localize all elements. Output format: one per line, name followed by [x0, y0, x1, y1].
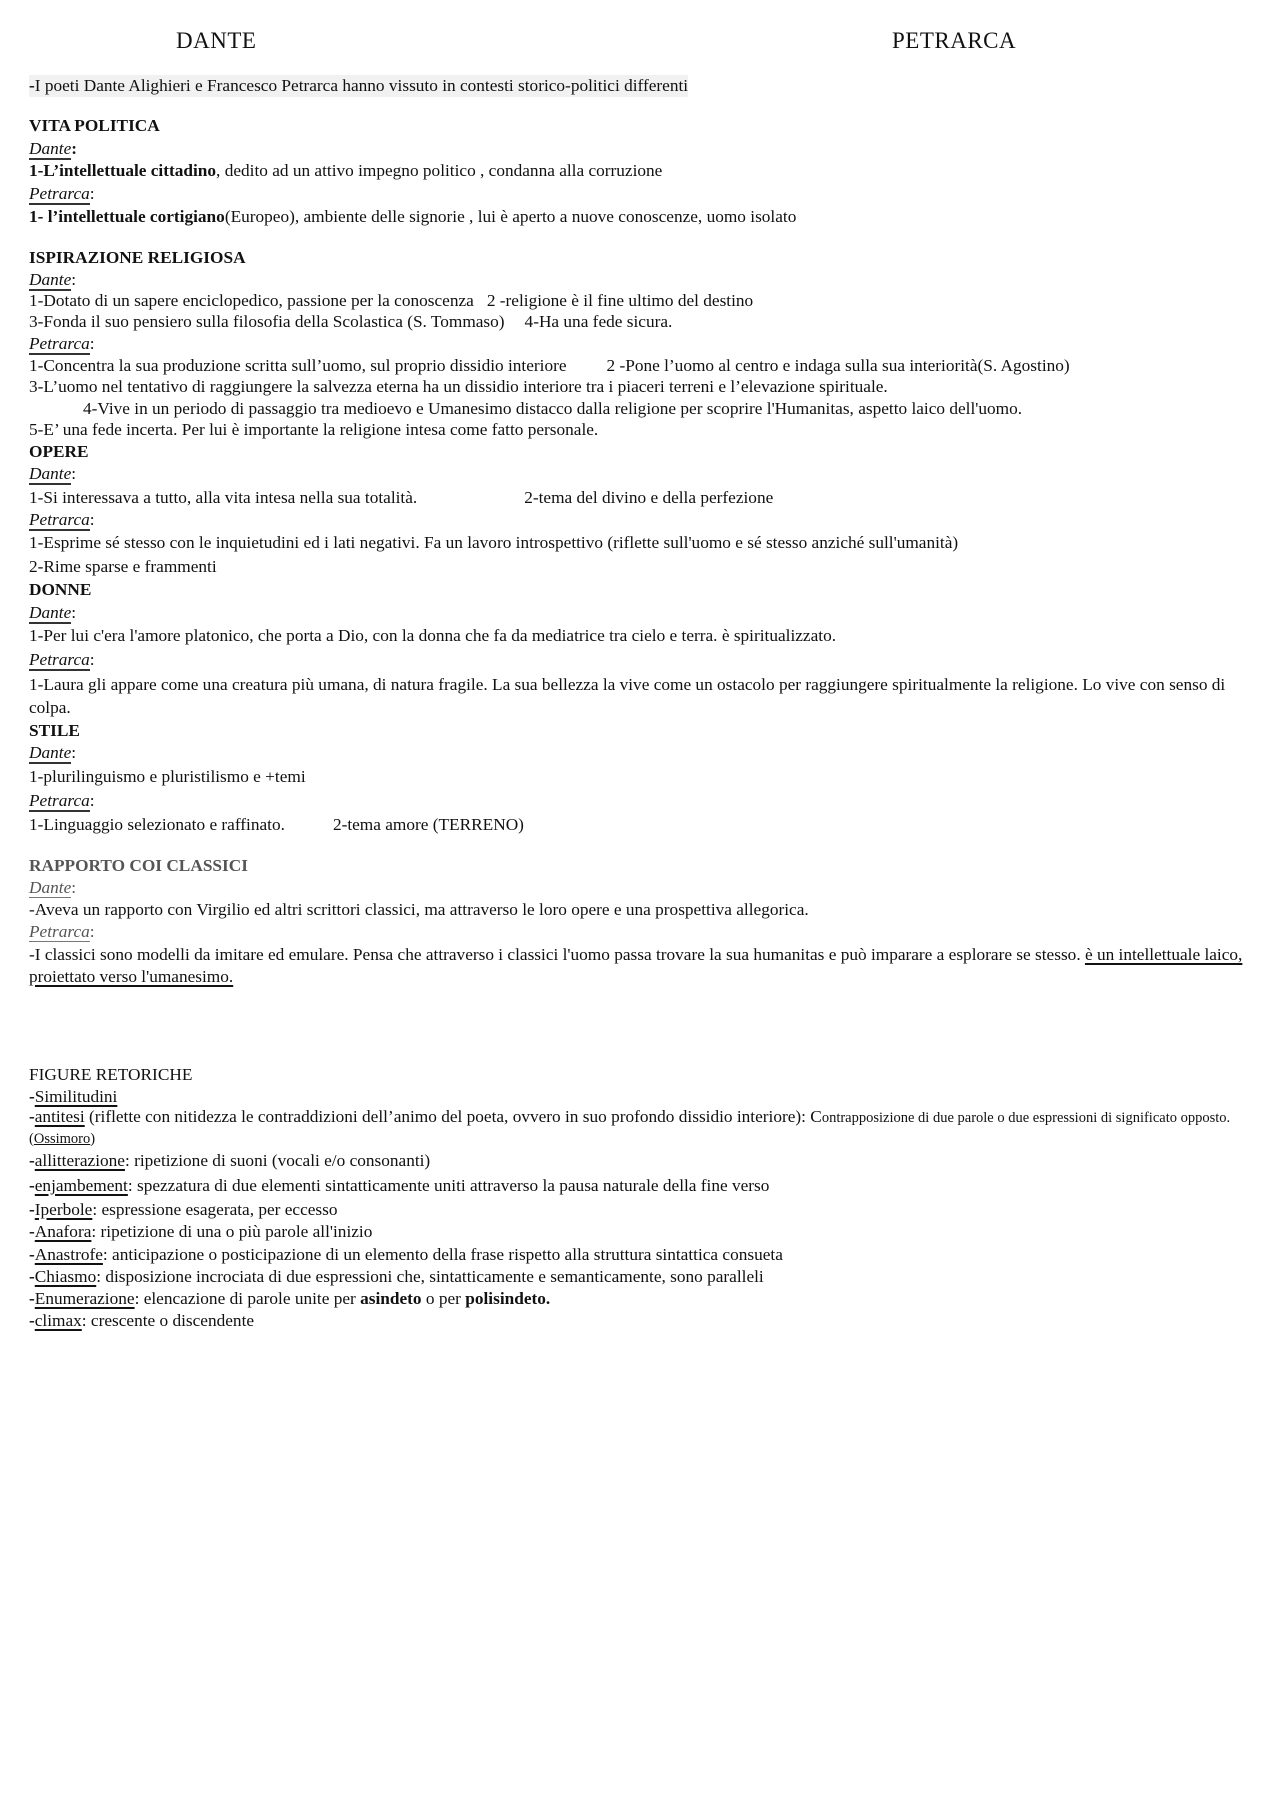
section-title-opere: OPERE: [29, 442, 89, 461]
intro-text: I poeti Dante Alighieri e Francesco Petrarca hanno vissuto in contesti storico-politici differenti: [34, 76, 689, 95]
religione-petrarca-line-3: 4-Vive in un periodo di passaggio tra medioevo e Umanesimo distacco dalla religione per scoprire l'Humanitas, aspetto laico dell'uomo.: [83, 399, 1023, 418]
donne-petrarca-line: 1-Laura gli appare come una creatura più umana, di natura fragile. La sua bellezza la vive come un ostacolo per raggiungere spiritualmente la religione. Lo vive con senso di colpa.: [29, 675, 1226, 717]
label-dante-religione: Dante:: [29, 270, 77, 289]
label-petrarca-donne: Petrarca:: [29, 650, 95, 669]
figure-enumerazione: -Enumerazione: elencazione di parole unite per asindeto o per polisindeto.: [29, 1289, 551, 1308]
classici-petrarca-underlined: è un intellettuale laico, proiettato verso l'umanesimo.: [29, 945, 1243, 986]
religione-petrarca-line-4: 5-E’ una fede incerta. Per lui è importante la religione intesa come fatto personale.: [29, 420, 599, 439]
religione-petrarca-line-2: 3-L’uomo nel tentativo di raggiungere la salvezza eterna ha un dissidio interiore tra i piaceri terreni e l’elevazione spirituale.: [29, 377, 888, 396]
religione-petrarca-line-1: 1-Concentra la sua produzione scritta sull’uomo, sul proprio dissidio interiore 2 -Pone l’uomo al centro e indaga sulla sua interiorità(S. Agostino): [29, 356, 1070, 375]
figure-antitesi: -antitesi (riflette con nitidezza le contraddizioni dell’animo del poeta, ovvero in suo profondo dissidio interiore): Contrapposizione di due parole o due espressioni di significato opposto.(Ossimoro): [29, 1107, 1231, 1147]
section-title-classici: RAPPORTO COI CLASSICI: [29, 856, 248, 875]
label-dante-donne: Dante:: [29, 603, 77, 622]
label-petrarca-classici: Petrarca:: [29, 922, 95, 941]
label-petrarca-opere: Petrarca:: [29, 510, 95, 529]
vita-petrarca-line: 1- l’intellettuale cortigiano(Europeo), ambiente delle signorie , lui è aperto a nuove conoscenze, uomo isolato: [29, 207, 797, 226]
stile-petrarca-line: 1-Linguaggio selezionato e raffinato. 2-tema amore (TERRENO): [29, 815, 524, 834]
opere-dante-line: 1-Si interessava a tutto, alla vita intesa nella sua totalità. 2-tema del divino e della perfezione: [29, 488, 774, 507]
label-petrarca-vita: Petrarca:: [29, 184, 95, 203]
figure-chiasmo: -Chiasmo: disposizione incrociata di due espressioni che, sintatticamente e semanticamente, sono paralleli: [29, 1267, 764, 1286]
label-dante-classici: Dante:: [29, 878, 77, 897]
figure-allitterazione: -allitterazione: ripetizione di suoni (vocali e/o consonanti): [29, 1151, 431, 1170]
religione-dante-line-2: 3-Fonda il suo pensiero sulla filosofia della Scolastica (S. Tommaso) 4-Ha una fede sicura.: [29, 312, 673, 331]
stile-dante-line: 1-plurilinguismo e pluristilismo e +temi: [29, 767, 306, 786]
label-dante-stile: Dante:: [29, 743, 77, 762]
section-title-religione: ISPIRAZIONE RELIGIOSA: [29, 248, 246, 267]
header-dante: DANTE: [176, 28, 257, 53]
figure-similitudini: -Similitudini: [29, 1087, 118, 1106]
classici-petrarca-line: -I classici sono modelli da imitare ed emulare. Pensa che attraverso i classici l'uomo passa trovare la sua humanitas e può imparare a esplorare se stesso. è un intellettuale laico, proiettato verso l'umanesimo.: [29, 945, 1243, 986]
figure-iperbole: -Iperbole: espressione esagerata, per eccesso: [29, 1200, 338, 1219]
classici-dante-line: -Aveva un rapporto con Virgilio ed altri scrittori classici, ma attraverso le loro opere e una prospettiva allegorica.: [29, 900, 809, 919]
intro-line: -I poeti Dante Alighieri e Francesco Petrarca hanno vissuto in contesti storico-politici differenti: [29, 76, 689, 95]
label-dante-opere: Dante:: [29, 464, 77, 483]
figure-anastrofe: -Anastrofe: anticipazione o posticipazione di un elemento della frase rispetto alla struttura sintattica consueta: [29, 1245, 783, 1264]
figure-enjambement: -enjambement: spezzatura di due elementi sintatticamente uniti attraverso la pausa naturale della fine verso: [29, 1176, 770, 1195]
section-title-figure: FIGURE RETORICHE: [29, 1065, 193, 1084]
section-title-donne: DONNE: [29, 580, 92, 599]
religione-dante-line-1: 1-Dotato di un sapere enciclopedico, passione per la conoscenza 2 -religione è il fine ultimo del destino: [29, 291, 754, 310]
opere-petrarca-line-2: 2-Rime sparse e frammenti: [29, 557, 217, 576]
label-petrarca-religione: Petrarca:: [29, 334, 95, 353]
header-petrarca: PETRARCA: [892, 28, 1017, 53]
vita-dante-line: 1-L’intellettuale cittadino, dedito ad un attivo impegno politico , condanna alla corruzione: [29, 161, 663, 180]
section-title-vita-politica: VITA POLITICA: [29, 116, 160, 135]
donne-dante-line: 1-Per lui c'era l'amore platonico, che porta a Dio, con la donna che fa da mediatrice tra cielo e terra. è spiritualizzato.: [29, 626, 837, 645]
label-petrarca-stile: Petrarca:: [29, 791, 95, 810]
figure-anafora: -Anafora: ripetizione di una o più parole all'inizio: [29, 1222, 373, 1241]
section-title-stile: STILE: [29, 721, 80, 740]
opere-petrarca-line-1: 1-Esprime sé stesso con le inquietudini ed i lati negativi. Fa un lavoro introspettivo (riflette sull'uomo e sé stesso anziché sull'umanità): [29, 533, 959, 552]
label-dante-vita: Dante:: [29, 139, 77, 158]
figure-climax: -climax: crescente o discendente: [29, 1311, 255, 1330]
